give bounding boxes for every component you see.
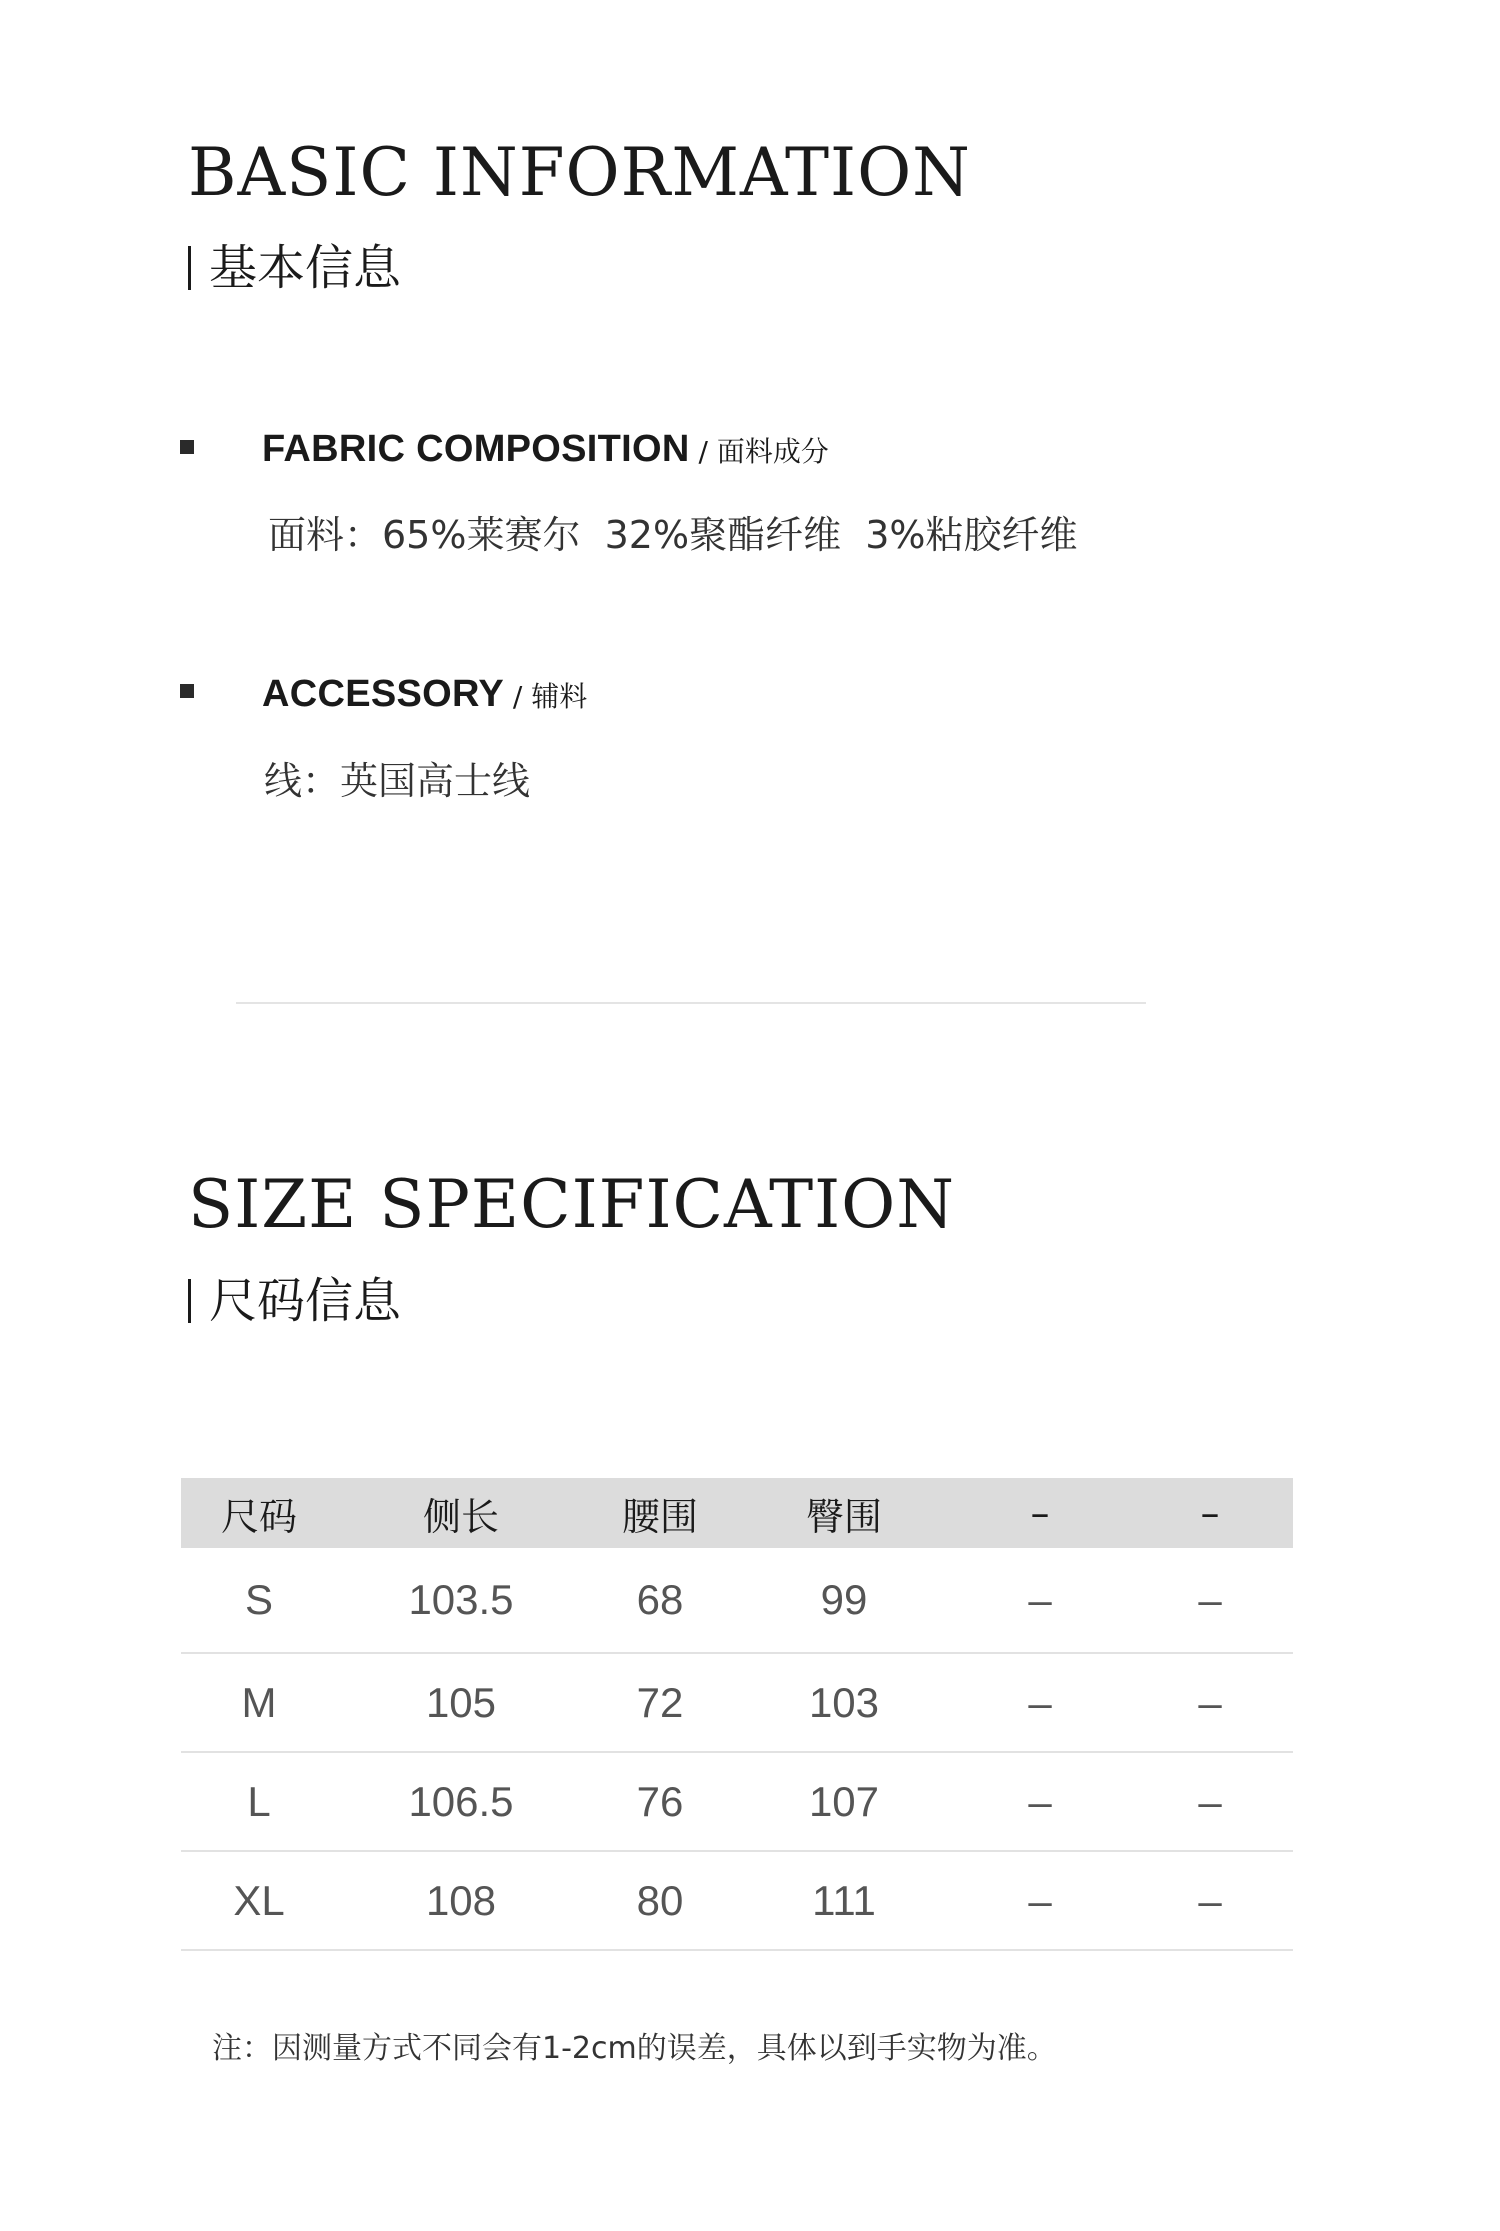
accessory-bullet-icon <box>180 684 194 698</box>
fabric-bullet-icon <box>180 440 194 454</box>
basic-info-subtitle-text: 基本信息 <box>209 240 402 296</box>
accessory-heading <box>262 675 587 713</box>
cell-waist: 72 <box>585 1653 735 1752</box>
size-table <box>181 1478 1293 1951</box>
accessory-text: 线：英国高士线 <box>264 759 531 803</box>
basic-info-title: BASIC INFORMATION <box>188 134 971 211</box>
cell-hip: 107 <box>735 1752 953 1851</box>
size-spec-title: SIZE SPECIFICATION <box>188 1166 956 1243</box>
basic-info-subtitle <box>188 240 402 296</box>
cell-hip: 99 <box>735 1548 953 1653</box>
cell-side-length: 106.5 <box>337 1752 585 1851</box>
fabric-heading-en: FABRIC COMPOSITION <box>262 428 690 470</box>
header-waist: 腰围 <box>621 1494 698 1539</box>
measurement-note: 注：因测量方式不同会有1-2cm的误差，具体以到手实物为准。 <box>212 2031 1057 2066</box>
subtitle-bar <box>188 246 191 290</box>
cell-waist: 76 <box>585 1752 735 1851</box>
cell-blank-2: – <box>1127 1653 1293 1752</box>
header-hip: 臀围 <box>805 1494 882 1539</box>
cell-hip: 103 <box>735 1653 953 1752</box>
cell-side-length: 103.5 <box>337 1548 585 1653</box>
subtitle-bar <box>188 1279 191 1323</box>
cell-side-length: 105 <box>337 1653 585 1752</box>
fabric-composition-text: 面料：65%莱赛尔 32%聚酯纤维 3%粘胶纤维 <box>268 513 1078 557</box>
cell-blank-2: – <box>1127 1548 1293 1653</box>
cell-size: M <box>181 1653 337 1752</box>
cell-waist: 80 <box>585 1851 735 1950</box>
header-blank-1: – <box>1030 1491 1050 1535</box>
cell-blank-2: – <box>1127 1752 1293 1851</box>
cell-side-length: 108 <box>337 1851 585 1950</box>
cell-blank-1: – <box>953 1851 1127 1950</box>
table-row <box>181 1548 1293 1653</box>
fabric-heading <box>262 430 829 468</box>
cell-size: XL <box>181 1851 337 1950</box>
section-divider <box>236 1002 1146 1004</box>
cell-blank-2: – <box>1127 1851 1293 1950</box>
cell-blank-1: – <box>953 1653 1127 1752</box>
table-row <box>181 1653 1293 1752</box>
header-blank-2: – <box>1200 1491 1220 1535</box>
header-size: 尺码 <box>220 1494 297 1539</box>
table-row <box>181 1851 1293 1950</box>
header-side-length: 侧长 <box>422 1494 499 1539</box>
cell-blank-1: – <box>953 1752 1127 1851</box>
cell-blank-1: – <box>953 1548 1127 1653</box>
size-table-header-row <box>181 1478 1293 1548</box>
cell-hip: 111 <box>735 1851 953 1950</box>
cell-waist: 68 <box>585 1548 735 1653</box>
cell-size: S <box>181 1548 337 1653</box>
size-spec-subtitle-text: 尺码信息 <box>209 1273 402 1329</box>
table-row <box>181 1752 1293 1851</box>
accessory-heading-en: ACCESSORY <box>262 673 504 715</box>
fabric-heading-cn: / 面料成分 <box>689 435 829 468</box>
accessory-heading-cn: / 辅料 <box>504 680 588 713</box>
size-spec-subtitle <box>188 1273 402 1329</box>
cell-size: L <box>181 1752 337 1851</box>
